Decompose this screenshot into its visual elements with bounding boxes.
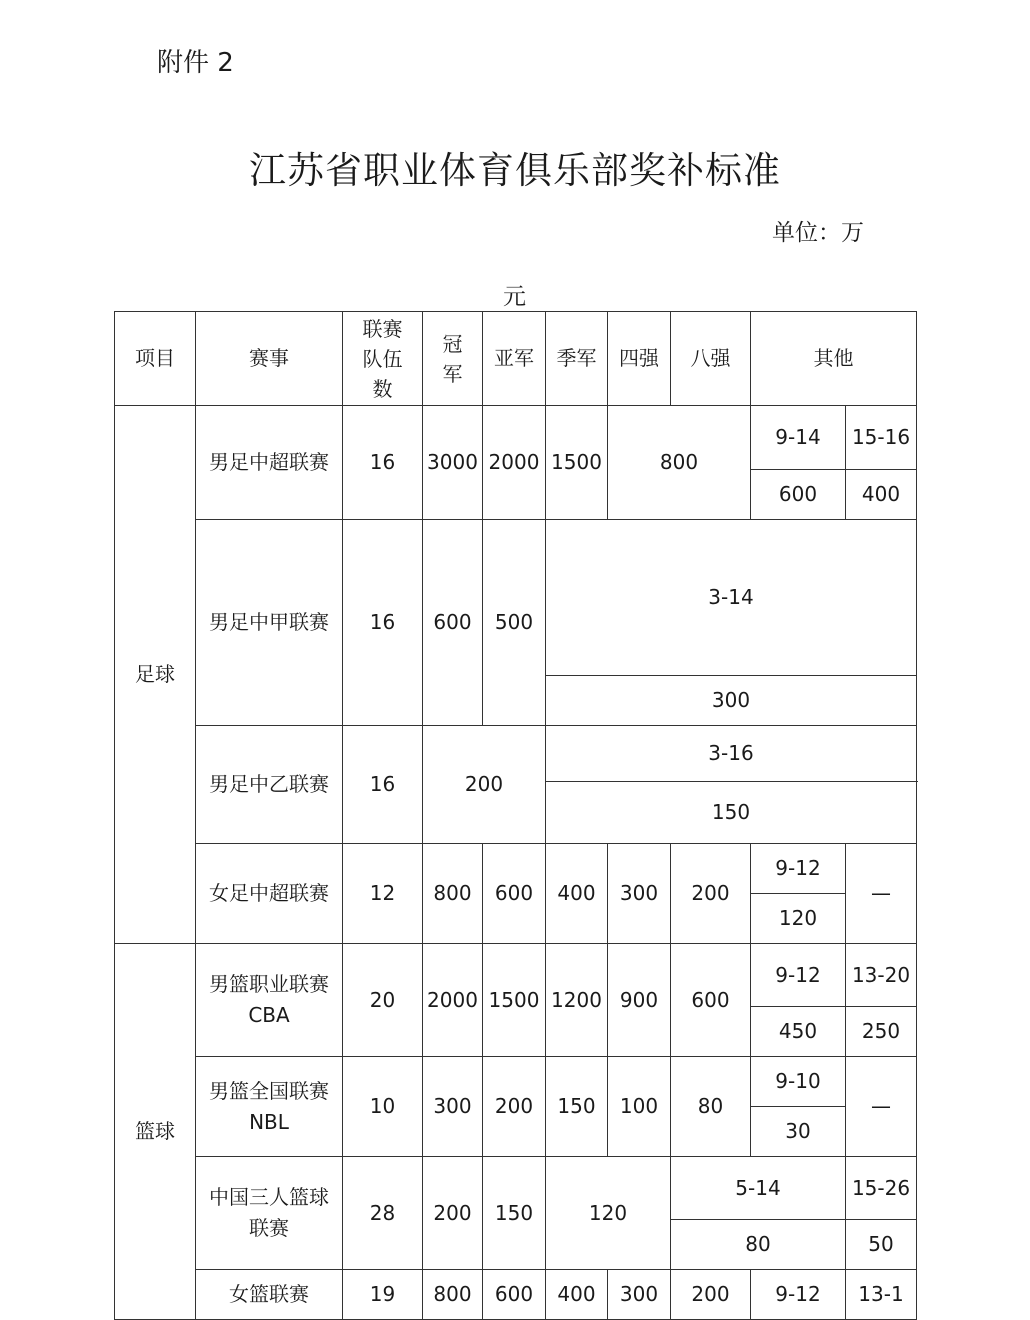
cell-runner-up: 1500 [483,944,546,1057]
cell-rank-value: 150 [546,782,917,844]
cell-other-a-label: 9-12 [751,944,846,1007]
cell-other-value: 30 [751,1107,846,1157]
cell-other-a-value: 600 [751,470,846,520]
cell-teams: 19 [343,1270,423,1320]
event-name: 中国三人篮球 联赛 [196,1157,343,1270]
cell-other-b: — [846,1057,917,1157]
cell-runner-up: 600 [483,1270,546,1320]
section-basketball: 篮球 [115,944,196,1320]
cell-teams: 16 [343,726,423,844]
cell-champion: 3000 [423,406,483,520]
table-row [115,1270,917,1320]
cell-other-b-value: 400 [846,470,917,520]
col-header-event: 赛事 [196,312,343,406]
event-name: 男足中超联赛 [196,406,343,520]
cell-top4: 100 [608,1057,671,1157]
cell-rank-label: 3-14 [546,520,917,676]
cell-rank-label: 3-16 [546,726,917,782]
event-name: 女篮联赛 [196,1270,343,1320]
header-row [115,312,917,406]
cell-other-label: 9-12 [751,844,846,894]
cell-top4: 900 [608,944,671,1057]
table-row [115,726,917,782]
cell-teams: 16 [343,520,423,726]
cell-other-a-value: 450 [751,1007,846,1057]
cell-other-value: 50 [846,1220,917,1270]
cell-rank-value: 80 [671,1220,846,1270]
event-name: 男篮全国联赛 NBL [196,1057,343,1157]
unit-label-continued: 元 [503,284,526,310]
cell-third: 1200 [546,944,608,1057]
col-header-category: 项目 [115,312,196,406]
cell-runner-up: 200 [483,1057,546,1157]
event-name: 男足中乙联赛 [196,726,343,844]
cell-other-label: 15-26 [846,1157,917,1220]
cell-third: 1500 [546,406,608,520]
col-header-third: 季军 [546,312,608,406]
cell-teams: 28 [343,1157,423,1270]
cell-champion: 800 [423,844,483,944]
cell-other-label: 9-10 [751,1057,846,1107]
col-header-champion: 冠 军 [423,312,483,406]
table-row [115,520,917,676]
section-football: 足球 [115,406,196,944]
cell-third: 400 [546,844,608,944]
cell-champion: 300 [423,1057,483,1157]
cell-top8: 80 [671,1057,751,1157]
cell-top8: 600 [671,944,751,1057]
cell-top4: 300 [608,1270,671,1320]
cell-teams: 12 [343,844,423,944]
cell-runner-up: 600 [483,844,546,944]
table-row [115,1157,917,1220]
cell-third-top4: 120 [546,1157,671,1270]
cell-top4-top8: 800 [608,406,751,520]
cell-top8: 200 [671,1270,751,1320]
table-row [115,1057,917,1107]
col-header-runner-up: 亚军 [483,312,546,406]
cell-champion: 600 [423,520,483,726]
attachment-label: 附件 2 [157,48,234,78]
cell-other-a-label: 9-14 [751,406,846,470]
cell-other-b-value: 250 [846,1007,917,1057]
cell-runner-up: 500 [483,520,546,726]
cell-other-b: 13-1 [846,1270,917,1320]
cell-other-value: 120 [751,894,846,944]
cell-champion: 200 [423,1157,483,1270]
cell-other-b-label: 15-16 [846,406,917,470]
cell-third: 150 [546,1057,608,1157]
col-header-top4: 四强 [608,312,671,406]
unit-label: 单位：万 [772,220,864,246]
cell-top2: 200 [423,726,546,844]
col-header-other: 其他 [751,312,917,406]
cell-top4: 300 [608,844,671,944]
cell-rank-value: 300 [546,676,917,726]
table-row [115,944,917,1007]
cell-top8: 200 [671,844,751,944]
cell-runner-up: 150 [483,1157,546,1270]
cell-champion: 2000 [423,944,483,1057]
table-row [115,844,917,894]
cell-teams: 10 [343,1057,423,1157]
cell-other-b-label: 13-20 [846,944,917,1007]
cell-teams: 20 [343,944,423,1057]
event-name: 女足中超联赛 [196,844,343,944]
event-name: 男篮职业联赛 CBA [196,944,343,1057]
cell-other-b: — [846,844,917,944]
cell-other-a: 9-12 [751,1270,846,1320]
subsidy-table [114,311,917,1320]
col-header-teams: 联赛 队伍 数 [343,312,423,406]
col-header-top8: 八强 [671,312,751,406]
cell-rank-label: 5-14 [671,1157,846,1220]
cell-third: 400 [546,1270,608,1320]
table-row [115,406,917,470]
cell-champion: 800 [423,1270,483,1320]
document-title: 江苏省职业体育俱乐部奖补标准 [249,149,781,192]
cell-runner-up: 2000 [483,406,546,520]
cell-teams: 16 [343,406,423,520]
event-name: 男足中甲联赛 [196,520,343,726]
